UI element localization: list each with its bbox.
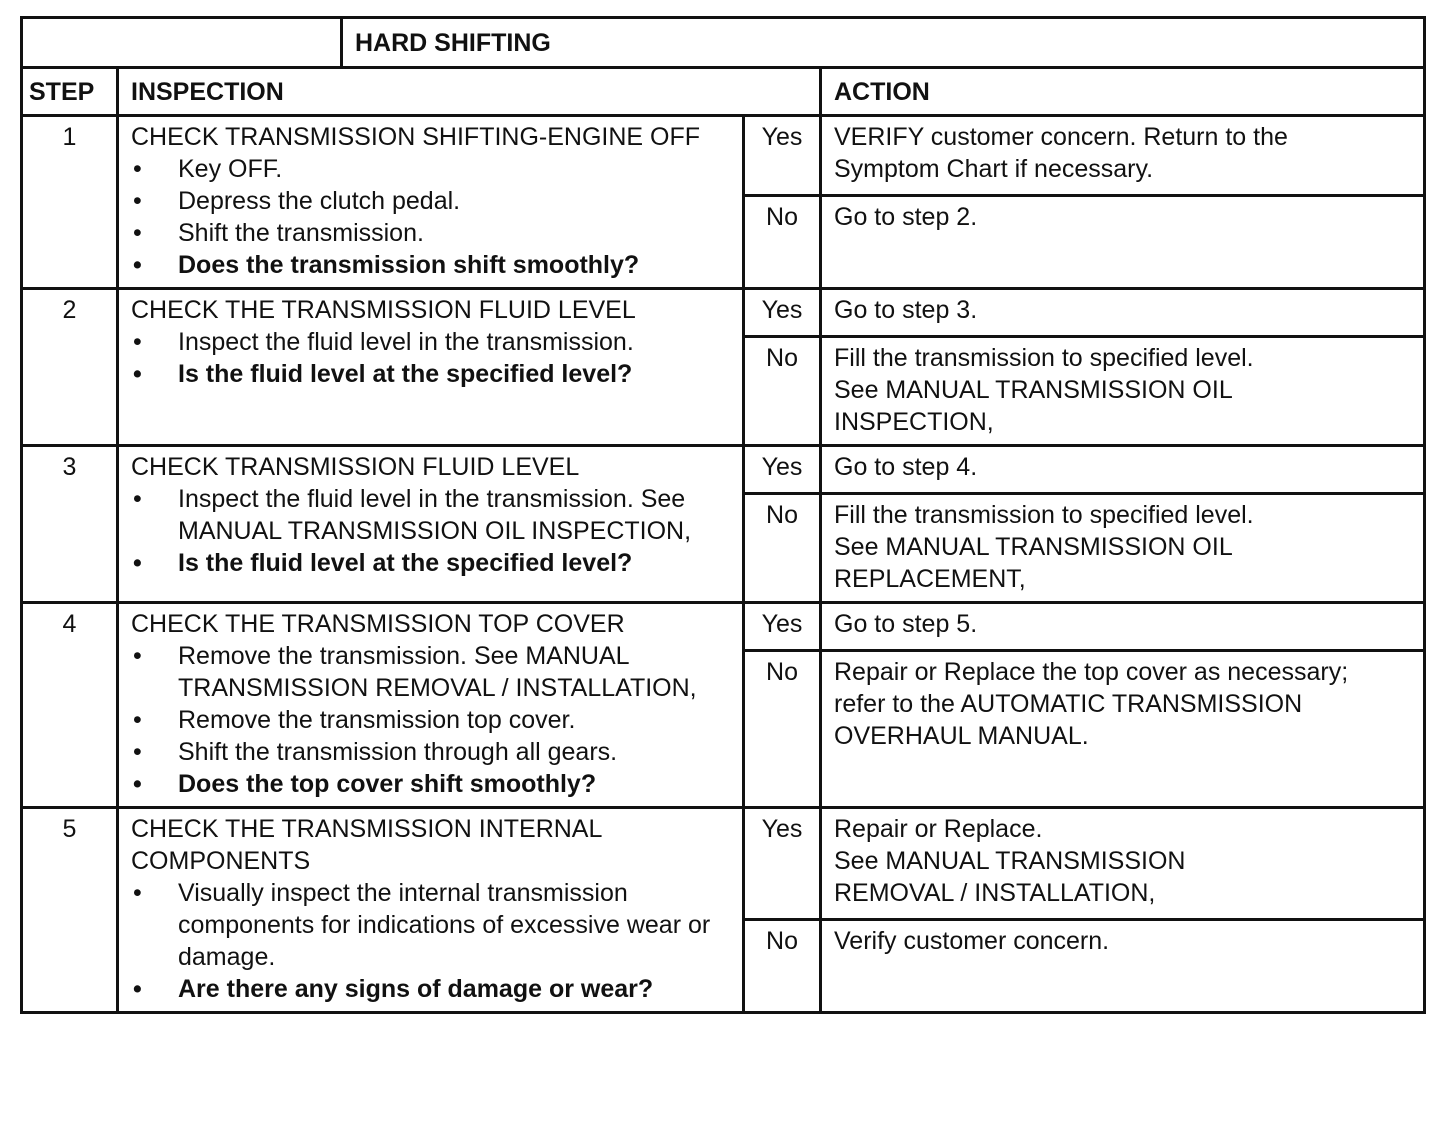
step-row-yes <box>22 808 1425 920</box>
step-number: 4 <box>22 603 118 808</box>
action-text-line: See MANUAL TRANSMISSION OIL <box>834 533 1233 561</box>
inspection-cell <box>118 289 744 446</box>
procedure-item: • Shift the transmission through all gears. <box>131 736 732 768</box>
procedure-item: • Visually inspect the internal transmission components for indications of excessive wear or damage. <box>131 877 732 973</box>
no-answer-label: No <box>744 494 821 603</box>
action-text-line: Go to step 4. <box>834 453 978 481</box>
action-text-line: Go to step 3. <box>834 296 978 324</box>
no-action-cell <box>821 196 1425 289</box>
procedure-item: • Remove the transmission. See MANUAL TRANSMISSION REMOVAL / INSTALLATION, <box>131 640 732 704</box>
inspection-title: CHECK THE TRANSMISSION TOP COVER <box>131 610 625 638</box>
action-text-line: REMOVAL / INSTALLATION, <box>834 879 1156 907</box>
procedure-item: • Shift the transmission. <box>131 217 732 249</box>
action-text-line: Verify customer concern. <box>834 927 1110 955</box>
header-row <box>22 68 1425 116</box>
procedure-item: • Remove the transmission top cover. <box>131 704 732 736</box>
procedure-item: • Inspect the fluid level in the transmission. <box>131 326 732 358</box>
step-row-yes <box>22 116 1425 196</box>
action-text-line: Go to step 2. <box>834 203 978 231</box>
yes-action-cell <box>821 116 1425 196</box>
action-text-line: VERIFY customer concern. Return to the <box>834 123 1288 151</box>
inspection-procedure-list <box>131 483 732 579</box>
yes-action-cell <box>821 446 1425 494</box>
inspection-column-header: INSPECTION <box>118 68 821 116</box>
inspection-cell <box>118 446 744 603</box>
inspection-procedure-list <box>131 877 732 1005</box>
title-spacer-cell <box>22 18 342 68</box>
action-text-line: Repair or Replace the top cover as necessary; <box>834 658 1349 686</box>
action-text-line: INSPECTION, <box>834 408 994 436</box>
action-text-line: Repair or Replace. <box>834 815 1043 843</box>
inspection-title: CHECK TRANSMISSION FLUID LEVEL <box>131 453 580 481</box>
step-row-yes <box>22 446 1425 494</box>
no-answer-label: No <box>744 196 821 289</box>
action-text-line: refer to the AUTOMATIC TRANSMISSION <box>834 690 1303 718</box>
yes-answer-label: Yes <box>744 808 821 920</box>
step-row-yes <box>22 603 1425 651</box>
inspection-procedure-list <box>131 640 732 800</box>
inspection-question: • Is the fluid level at the specified level? <box>131 547 732 579</box>
procedure-item: • Key OFF. <box>131 153 732 185</box>
diagnostic-table <box>20 16 1426 1014</box>
inspection-question: • Is the fluid level at the specified level? <box>131 358 732 390</box>
yes-answer-label: Yes <box>744 446 821 494</box>
no-action-cell <box>821 651 1425 808</box>
action-text-line: Fill the transmission to specified level. <box>834 344 1254 372</box>
action-text-line: Symptom Chart if necessary. <box>834 155 1154 183</box>
procedure-item: • Inspect the fluid level in the transmission. See MANUAL TRANSMISSION OIL INSPECTION, <box>131 483 732 547</box>
inspection-title: CHECK THE TRANSMISSION FLUID LEVEL <box>131 296 636 324</box>
table-title: HARD SHIFTING <box>342 18 1425 68</box>
yes-answer-label: Yes <box>744 289 821 337</box>
title-row <box>22 18 1425 68</box>
step-number: 1 <box>22 116 118 289</box>
no-answer-label: No <box>744 920 821 1013</box>
step-number: 3 <box>22 446 118 603</box>
action-text-line: OVERHAUL MANUAL. <box>834 722 1089 750</box>
step-number: 5 <box>22 808 118 1013</box>
action-text-line: REPLACEMENT, <box>834 565 1026 593</box>
inspection-procedure-list <box>131 153 732 281</box>
yes-action-cell <box>821 289 1425 337</box>
no-answer-label: No <box>744 337 821 446</box>
step-number: 2 <box>22 289 118 446</box>
procedure-item: • Depress the clutch pedal. <box>131 185 732 217</box>
no-answer-label: No <box>744 651 821 808</box>
inspection-cell <box>118 808 744 1013</box>
action-text-line: See MANUAL TRANSMISSION <box>834 847 1186 875</box>
step-row-yes <box>22 289 1425 337</box>
inspection-cell <box>118 603 744 808</box>
inspection-question: • Are there any signs of damage or wear? <box>131 973 732 1005</box>
action-column-header: ACTION <box>821 68 1425 116</box>
no-action-cell <box>821 920 1425 1013</box>
action-text-line: See MANUAL TRANSMISSION OIL <box>834 376 1233 404</box>
action-text-line: Go to step 5. <box>834 610 978 638</box>
inspection-cell <box>118 116 744 289</box>
no-action-cell <box>821 494 1425 603</box>
inspection-procedure-list <box>131 326 732 390</box>
inspection-title: CHECK TRANSMISSION SHIFTING-ENGINE OFF <box>131 123 701 151</box>
yes-answer-label: Yes <box>744 603 821 651</box>
step-column-header: STEP <box>22 68 118 116</box>
no-action-cell <box>821 337 1425 446</box>
inspection-question: • Does the top cover shift smoothly? <box>131 768 732 800</box>
yes-answer-label: Yes <box>744 116 821 196</box>
yes-action-cell <box>821 808 1425 920</box>
inspection-title: CHECK THE TRANSMISSION INTERNAL COMPONENTS <box>131 815 602 875</box>
yes-action-cell <box>821 603 1425 651</box>
action-text-line: Fill the transmission to specified level. <box>834 501 1254 529</box>
inspection-question: • Does the transmission shift smoothly? <box>131 249 732 281</box>
